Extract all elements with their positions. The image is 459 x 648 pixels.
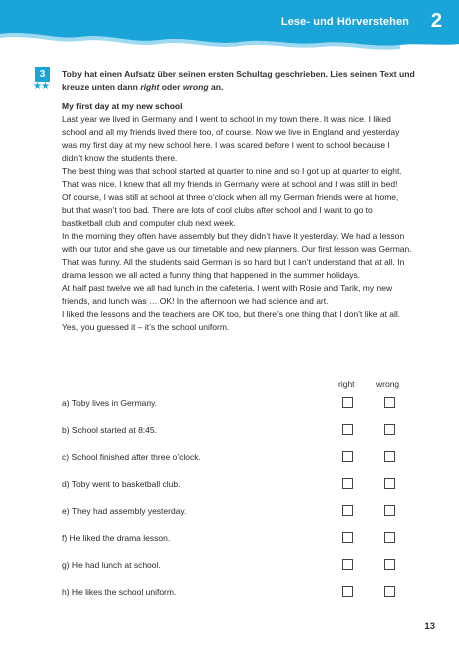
story-paragraph: In the morning they often have assembly but they didn’t have it yesterday. We had a lesson with our tutor and she gave us our timetable and new planners. Our first lesson was German. That was funny. All the students said German is so hard but I can’t understand that at all. In drama lesson we all acted a funny thing that happened in the summer holidays. — [62, 231, 412, 280]
right-checkbox[interactable] — [342, 451, 353, 462]
section-title: Lese- und Hörverstehen — [280, 16, 409, 28]
page-number: 13 — [424, 621, 435, 632]
statement-text: c) School finished after three o’clock. — [62, 452, 201, 462]
story-paragraph: Of course, I was still at school at three o’clock when all my German friends were at home, but that wasn’t too bad. There are lots of cool clubs after school and I want to go to bastketball club and computer club next week. — [62, 192, 399, 228]
right-checkbox[interactable] — [342, 397, 353, 408]
wrong-checkbox[interactable] — [384, 505, 395, 516]
column-header-wrong: wrong — [376, 379, 400, 389]
instruction-text: Toby hat einen Aufsatz über seinen ersten Schultag geschrieben. Lies seinen Text und kreuze unten dann — [62, 69, 415, 92]
story-paragraph: Last year we lived in Germany and I went to school in my town there. It was nice. I liked school and all my friends lived there too, of course. Now we live in England and yesterday was my first day at my new school here. I was scared before I went to school because I didn’t know the students there. — [62, 114, 400, 163]
instruction-wrong-word: wrong — [182, 82, 209, 92]
story-text — [62, 100, 412, 334]
instruction-text-or: oder — [159, 82, 183, 92]
story-paragraph: The best thing was that school started at quarter to nine and so I got up at quarter to eight. That was nice. I knew that all my friends in Germany were at school and I was still in bed! — [62, 166, 402, 189]
instruction-text-end: an. — [208, 82, 224, 92]
statement-row — [62, 477, 402, 491]
difficulty-stars-icon: ★★ — [33, 81, 49, 92]
wrong-checkbox[interactable] — [384, 586, 395, 597]
statement-text: e) They had assembly yesterday. — [62, 506, 187, 516]
statement-row — [62, 504, 402, 518]
statement-text: d) Toby went to basketball club. — [62, 479, 181, 489]
right-checkbox[interactable] — [342, 559, 353, 570]
header-banner — [0, 0, 459, 60]
statement-row — [62, 558, 402, 572]
wrong-checkbox[interactable] — [384, 451, 395, 462]
task-instruction — [62, 68, 422, 94]
right-checkbox[interactable] — [342, 478, 353, 489]
statement-text: a) Toby lives in Germany. — [62, 398, 158, 408]
right-checkbox[interactable] — [342, 505, 353, 516]
right-checkbox[interactable] — [342, 424, 353, 435]
instruction-right-word: right — [140, 82, 160, 92]
wrong-checkbox[interactable] — [384, 424, 395, 435]
statement-row — [62, 531, 402, 545]
statement-text: f) He liked the drama lesson. — [62, 533, 171, 543]
statement-row — [62, 585, 402, 599]
statement-text: g) He had lunch at school. — [62, 560, 161, 570]
right-checkbox[interactable] — [342, 532, 353, 543]
wrong-checkbox[interactable] — [384, 532, 395, 543]
statement-row — [62, 423, 402, 437]
wrong-checkbox[interactable] — [384, 478, 395, 489]
wrong-checkbox[interactable] — [384, 559, 395, 570]
task-number-badge: 3 — [35, 67, 50, 82]
statement-row — [62, 396, 402, 410]
statement-text: h) He likes the school uniform. — [62, 587, 177, 597]
column-header-right: right — [338, 379, 355, 389]
right-checkbox[interactable] — [342, 586, 353, 597]
wrong-checkbox[interactable] — [384, 397, 395, 408]
statement-text: b) School started at 8:45. — [62, 425, 157, 435]
chapter-number: 2 — [430, 10, 442, 32]
story-title: My first day at my new school — [62, 101, 183, 111]
story-paragraph: I liked the lessons and the teachers are OK too, but there’s one thing that I don’t like at all. Yes, you guessed it – it’s the school uniform. — [62, 309, 401, 332]
story-paragraph: At half past twelve we all had lunch in the cafeteria. I went with Rosie and Tarik, my new friends, and lunch was … OK! In the afternoon we had science and art. — [62, 283, 393, 306]
statement-row — [62, 450, 402, 464]
